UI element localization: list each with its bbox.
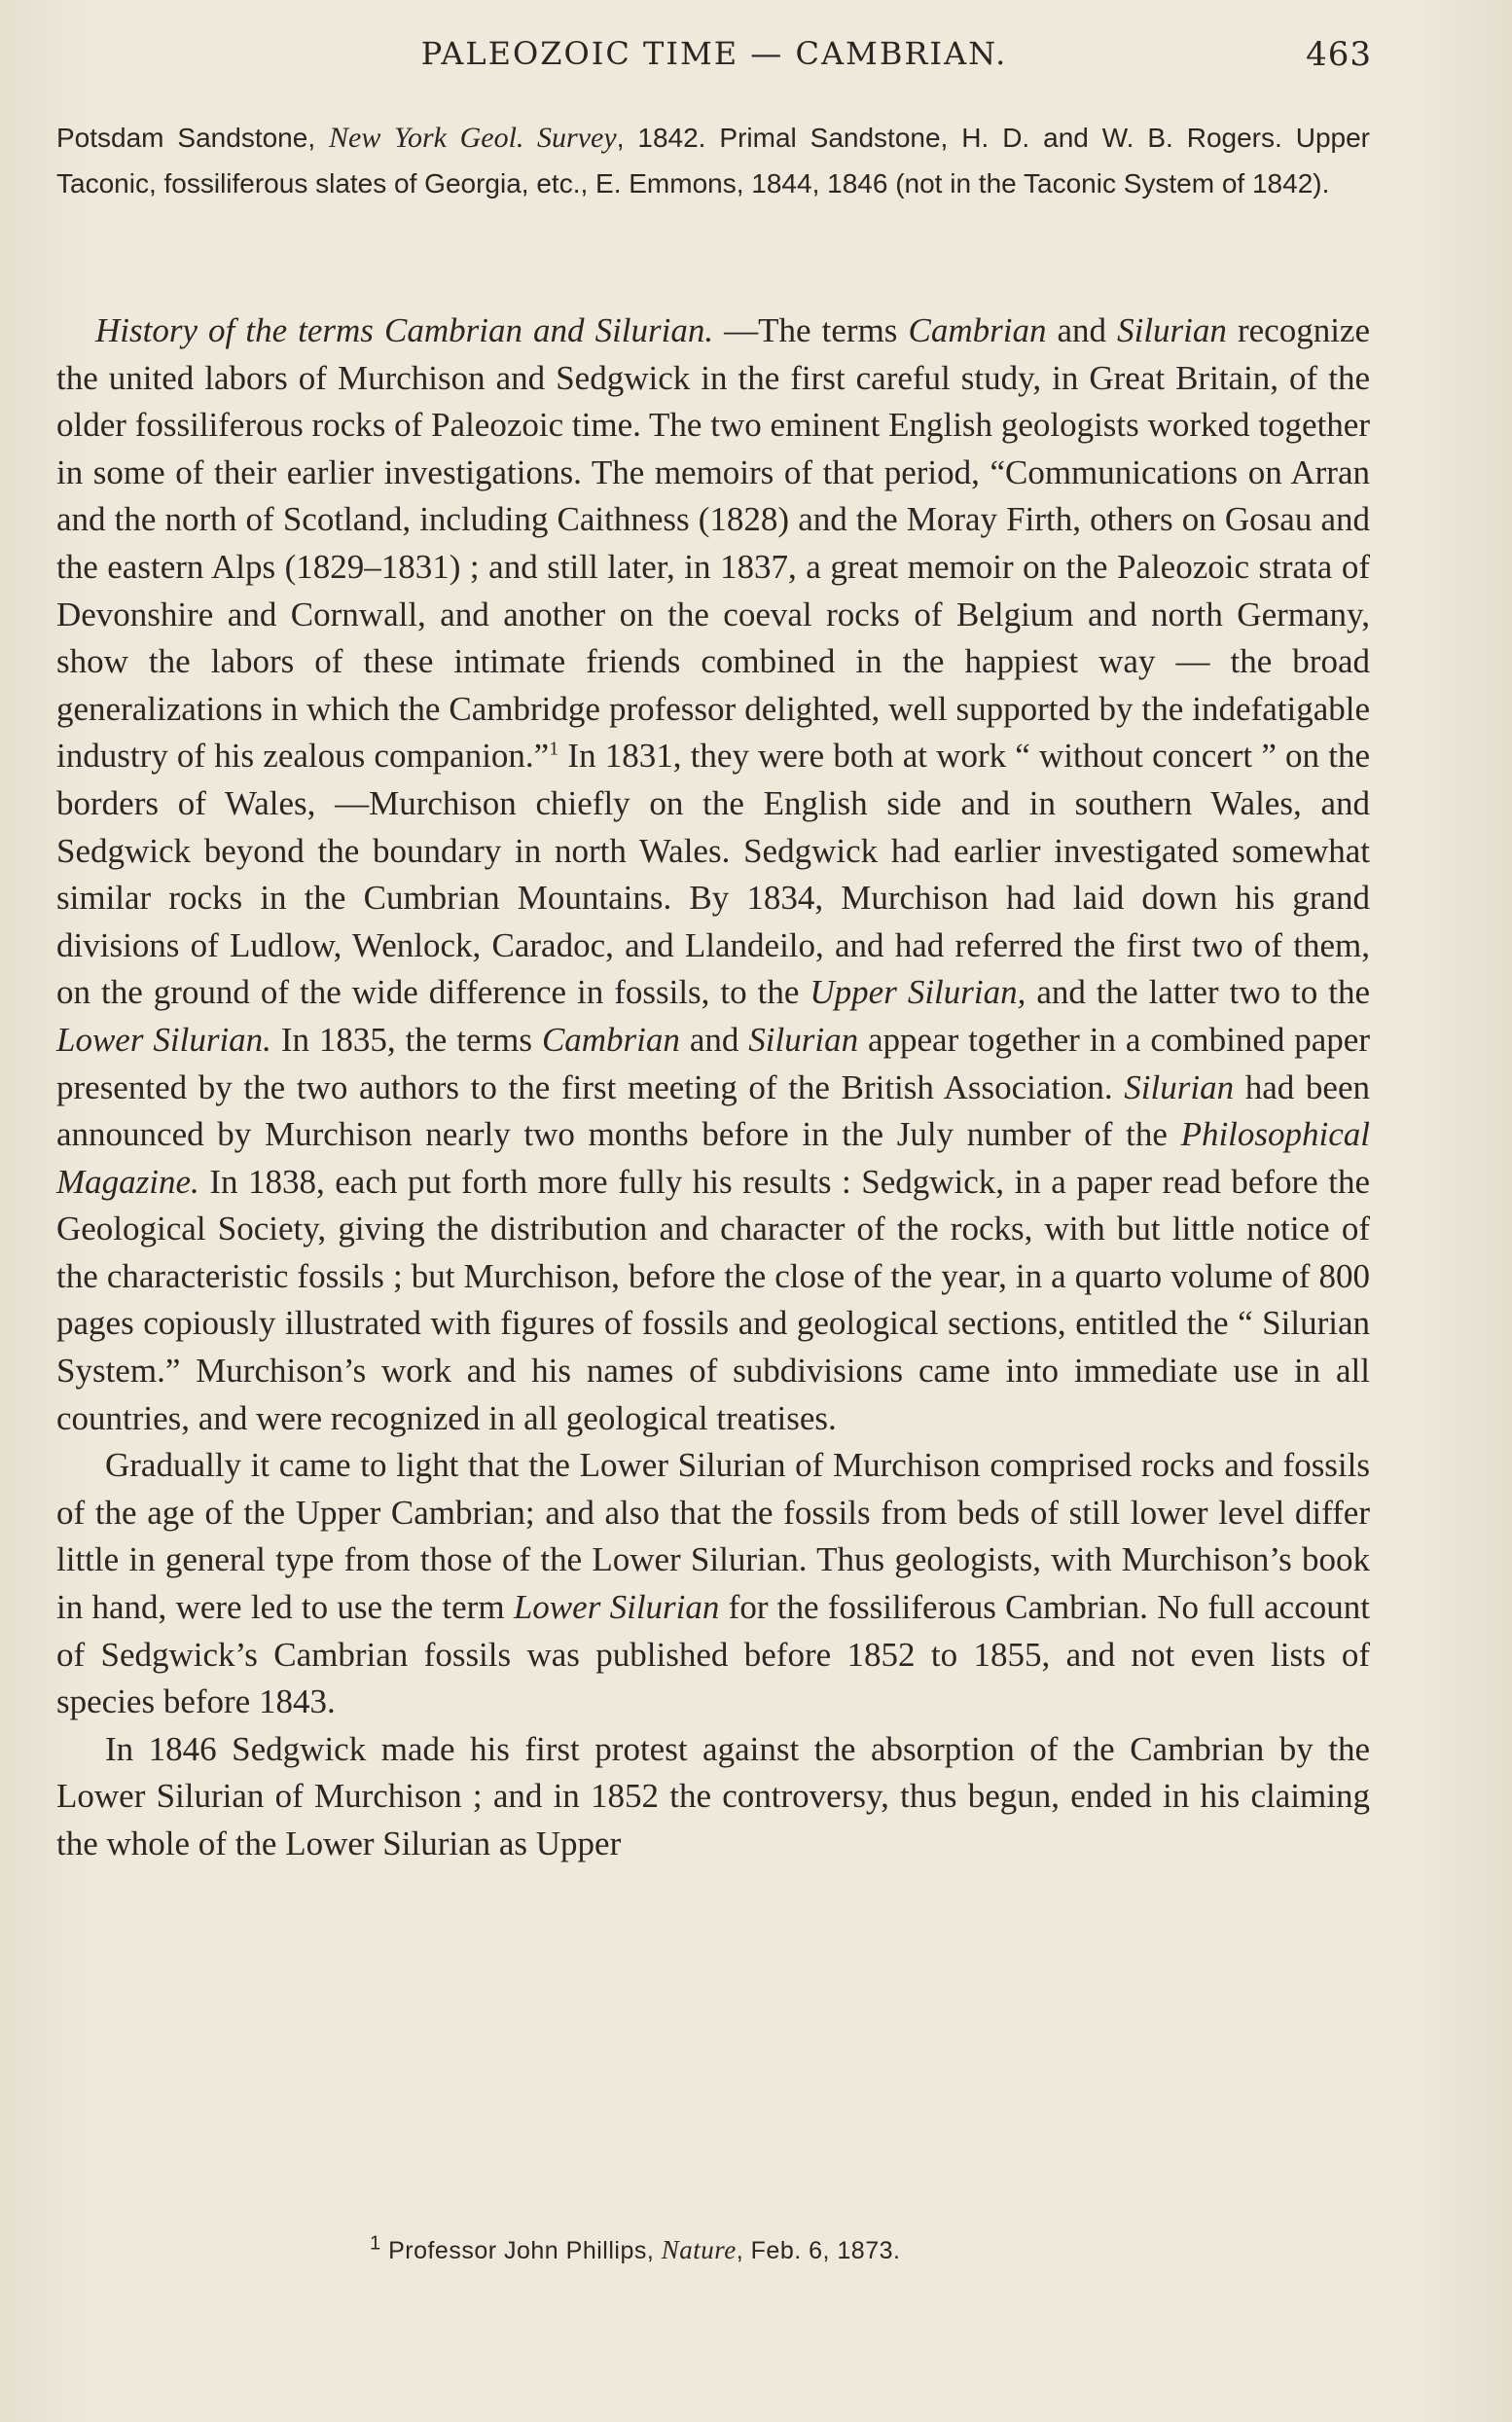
gradually-paragraph bbox=[56, 1442, 1370, 1726]
italic-term: Philosophical Magazine. bbox=[56, 1115, 1370, 1201]
text-run: In 1835, the terms bbox=[270, 1020, 542, 1059]
italic-term: Cambrian bbox=[541, 1020, 680, 1059]
synonymy-text-2: , 1842. Primal Sandstone, H. D. and W. B. Rogers. Upper Taconic, fossiliferous slates of Georgia, etc., E. Emmons, 1844, 1846 (not in the Taconic System of 1842). bbox=[56, 123, 1370, 199]
footnote-citation: Nature bbox=[661, 2235, 737, 2264]
italic-term: Upper Silurian, bbox=[810, 973, 1026, 1012]
italic-term: Lower Silurian bbox=[513, 1588, 720, 1627]
italic-term: Cambrian bbox=[908, 311, 1047, 349]
synonymy-citation: New York Geol. Survey bbox=[329, 122, 617, 154]
synonymy-text-1: Potsdam Sandstone, bbox=[56, 123, 330, 153]
sedgwick-protest-paragraph bbox=[56, 1726, 1370, 1868]
footnote bbox=[370, 2232, 1148, 2265]
text-run: Gradually it came to light that the Lower Silurian of Murchison comprised rocks and fossils of the age of the Upper Cambrian; and also that the fossils from beds of still lower level differ little in general type from those of the Lower Silurian. Thus geologists, with Murchison’s book in hand, were led to use the term bbox=[56, 1446, 1370, 1627]
text-run: appear together in a combined paper presented by the two authors to the first meeting of the British Association. bbox=[56, 1020, 1370, 1106]
footnote-text: , Feb. 6, 1873. bbox=[736, 2237, 901, 2264]
text-run: and bbox=[1046, 311, 1118, 349]
footnote-reference: 1 bbox=[549, 738, 559, 760]
text-run: for the fossiliferous Cambrian. No full account of Sedgwick’s Cambrian fossils was published before 1852 to 1855, and not even lists of species before 1843. bbox=[56, 1588, 1370, 1721]
italic-term: Silurian bbox=[1117, 311, 1227, 349]
text-run: In 1846 Sedgwick made his first protest against the absorption of the Cambrian by the Lower Silurian of Murchison ; and in 1852 the controversy, thus begun, ended in his claiming the whole of the Lower Silurian as Upper bbox=[56, 1729, 1370, 1862]
text-run: and the latter two to the bbox=[1026, 973, 1370, 1012]
text-run: In 1831, they were both at work “ without concert ” on the borders of Wales, —Murchison chiefly on the English side and in southern Wales, and Sedgwick beyond the boundary in north Wales. Sedgwick had earlier investigated somewhat similar rocks in the Cumbrian Mountains. By 1834, Murchison had laid down his grand divisions of Ludlow, Wenlock, Caradoc, and Llandeilo, and had referred the first two of them, on the ground of the wide difference in fossils, to the bbox=[56, 737, 1370, 1012]
italic-term: Lower Silurian. bbox=[56, 1020, 271, 1059]
text-run: In 1838, each put forth more fully his results : Sedgwick, in a paper read before the Geological Society, giving the distribution and character of the rocks, with but little notice of the characteristic fossils ; but Murchison, before the close of the year, in a quarto volume of 800 pages copiously illustrated with figures of fossils and geological sections, entitled the “ Silurian System.” Murchison’s work and his names of subdivisions came into immediate use in all countries, and were recognized in all geological treatises. bbox=[56, 1162, 1370, 1437]
synonymy-paragraph bbox=[56, 115, 1370, 206]
page-number: 463 bbox=[1306, 35, 1372, 74]
footnote-number: 1 bbox=[370, 2232, 381, 2255]
text-run: had been announced by Murchison nearly two months before in the July number of the bbox=[56, 1067, 1370, 1154]
italic-term: Silurian bbox=[748, 1020, 859, 1059]
section-heading: History of the terms Cambrian and Silurian. bbox=[95, 311, 714, 349]
page-header bbox=[56, 35, 1372, 84]
text-run: —The terms bbox=[713, 311, 909, 349]
running-head: PALEOZOIC TIME — CAMBRIAN. bbox=[420, 35, 1008, 72]
italic-term: Silurian bbox=[1124, 1067, 1235, 1106]
text-run: and bbox=[679, 1020, 749, 1059]
text-run: recognize the united labors of Murchison and Sedgwick in the first careful study, in Great Britain, of the older fossiliferous rocks of Paleozoic time. The two eminent English geologists worked together in some of their earlier investigations. The memoirs of that period, “Communications on Arran and the north of Scotland, including Caithness (1828) and the Moray Firth, others on Gosau and the eastern Alps (1829–1831) ; and still later, in 1837, a great memoir on the Paleozoic strata of Devonshire and Cornwall, and another on the coeval rocks of Belgium and north Germany, show the labors of these intimate friends combined in the happiest way — the broad generalizations in which the Cambridge professor delighted, well supported by the indefatigable industry of his zealous companion.” bbox=[56, 311, 1370, 776]
history-paragraph bbox=[56, 307, 1370, 1442]
footnote-text: Professor John Phillips, bbox=[380, 2237, 662, 2264]
body-text bbox=[56, 307, 1370, 1868]
